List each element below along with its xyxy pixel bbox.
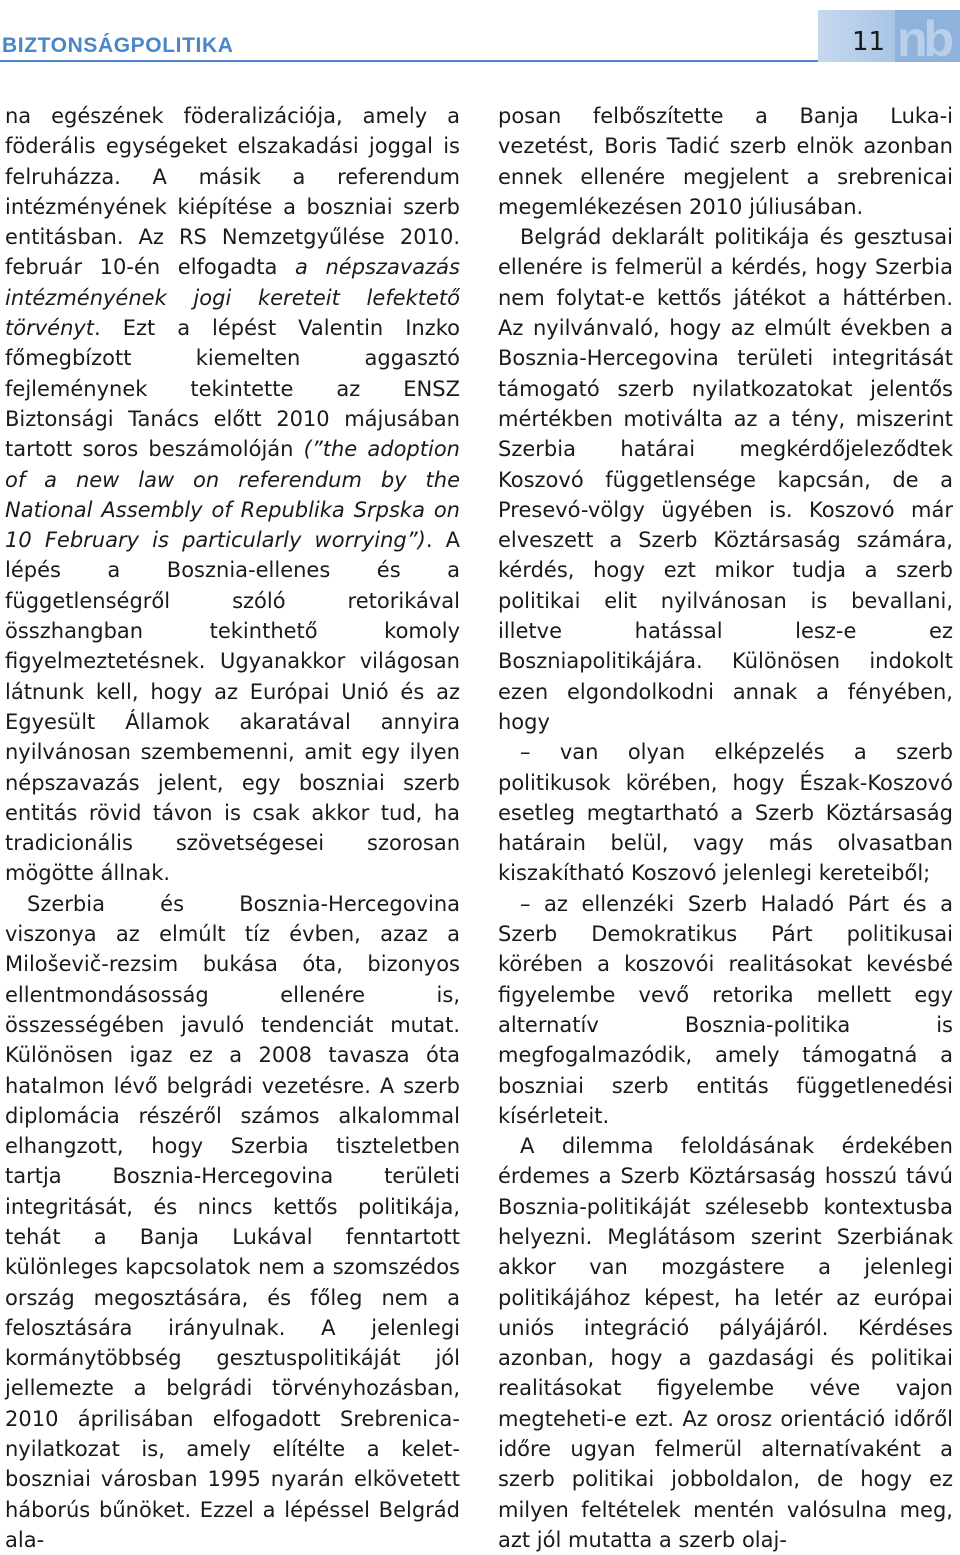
page-header: [0, 0, 960, 64]
page-number: 11: [852, 27, 886, 57]
paragraph: Szerbia és Bosznia-Hercegovina viszonya az elmúlt tíz évben, azaz a Miloševič-rezsim bukása óta, bizonyos ellentmondásosság ellenére is, összességében javuló tendenciát mutat. Különösen igaz ez a 2008 tavasza óta hatalmon lévő belgrádi vezetésre. A szerb diplomácia részéről számos alkalommal elhangzott, hogy Szerbia tiszteletben tartja Bosznia-Hercegovina területi integritását, és nincs kettős politikája, tehát a Banja Lukával fenntartott különleges kapcsolatok nem a szomszédos ország megosztására, és főleg nem a felosztására irányulnak. A jelenlegi kormánytöbbség gesztuspolitikáját jól jellemezte a belgrádi törvényhozásban, 2010 áprilisában elfogadott Srebrenica-nyilatkozat is, amely elítélte a kelet-boszniai városban 1995 nyarán elkövetett háborús bűnöket. Ezzel a lépéssel Belgrád ala-: [5, 891, 460, 1552]
list-item: – az ellenzéki Szerb Haladó Párt és a Szerb Demokratikus Párt politikusai körében a koszovói realitásokat kevésbé figyelembe vevő retorika mellett egy alternatív Bosznia-politika is megfogalmazódik, amely támogatná a boszniai szerb entitás függetlenedési kísérleteit.: [498, 891, 953, 1128]
italic-text: a népszavazás intézményének jogi kereteit lefektető törvényt: [5, 255, 460, 341]
nb-logo-icon: [895, 10, 960, 62]
list-item: – van olyan elképzelés a szerb politikusok körében, hogy Észak-Koszovó esetleg megtartható a Szerb Köztársaság határain belül, vagy más olvasatban kiszakítható Koszovó jelenlegi kereteiből;: [498, 740, 953, 886]
section-title: BIZTONSÁGPOLITIKA: [2, 34, 234, 57]
paragraph: A dilemma feloldásának érdekében érdemes a Szerb Köztársaság hosszú távú Bosznia-politikáját szélesebb kontextusba helyezni. Meglátásom szerint Szerbiának akkor van mozgástere a jelenlegi politikájához képest, ha letér az európai uniós integráció pályájáról. Kérdéses azonban, hogy a gazdasági és politikai realitásokat figyelembe véve vajon megteheti-e ezt. Az orosz orientáció időről időre ugyan felmerül alternatívaként a szerb politikai jobboldalon, de hogy ez milyen feltételek mentén valósulna meg, azt jól mutatta a szerb olaj-: [498, 1134, 953, 1552]
header-rule: [0, 60, 825, 62]
left-column: [5, 101, 460, 1555]
paragraph: Belgrád deklarált politikája és gesztusai ellenére is felmerül a kérdés, hogy Szerbia nem folytat-e kettős játékot a háttérben. Az nyilvánvaló, hogy az elmúlt években a Bosznia-Hercegovina területi integritását támogató szerb nyilatkozatokat jelentős mértékben motiválta az a tény, miszerint Szerbia határai megkérdőjeleződtek Koszovó függetlensége kapcsán, de a Presevó-völgy ügyében is. Koszovó már elveszett a Szerb Köztársaság számára, kérdés, hogy ezt mikor tudja a szerb politikai elit nyilvánosan is bevallani, illetve hatással lesz-e ez Boszniapolitikájára. Különösen indokolt ezen elgondolkodni annak a fényében, hogy: [498, 225, 953, 734]
paragraph: posan felbőszítette a Banja Luka-i vezetést, Boris Tadić szerb elnök azonban ennek ellenére megjelent a srebrenicai megemlékezésen 2010 júliusában.: [498, 104, 953, 219]
right-column: [498, 101, 953, 1555]
svg-text:nb: nb: [897, 11, 951, 62]
paragraph: na egészének föderalizációja, amely a föderális egységeket elszakadási joggal is felruházza. A másik a referendum intézményének kiépítése a boszniai szerb entitásban. Az RS Nemzetgyűlése 2010. február 10-én elfogadta a népszavazás intézményének jogi kereteit lefektető törvényt. Ezt a lépést Valentin Inzko főmegbízott kiemelten aggasztó fejleménynek tekintette az ENSZ Biztonsági Tanács előtt 2010 májusában tartott soros beszámolóján (”the adoption of a new law on referendum by the National Assembly of Republika Srpska on 10 February is particularly worrying”). A lépés a Bosznia-ellenes és a függetlenségről szóló retorikával összhangban tekinthető komoly figyelmeztetésnek. Ugyanakkor világosan látnunk kell, hogy az Európai Unió és az Egyesült Államok akaratával annyira nyilvánosan szembemenni, amit egy ilyen népszavazás jelent, egy boszniai szerb entitás rövid távon is csak akkor tud, ha tradicionális szövetségesei szorosan mögötte állnak.: [5, 104, 460, 886]
italic-quote: (”the adoption of a new law on referendum by the National Assembly of Republika Srpska on 10 February is particularly worrying”): [5, 437, 460, 553]
